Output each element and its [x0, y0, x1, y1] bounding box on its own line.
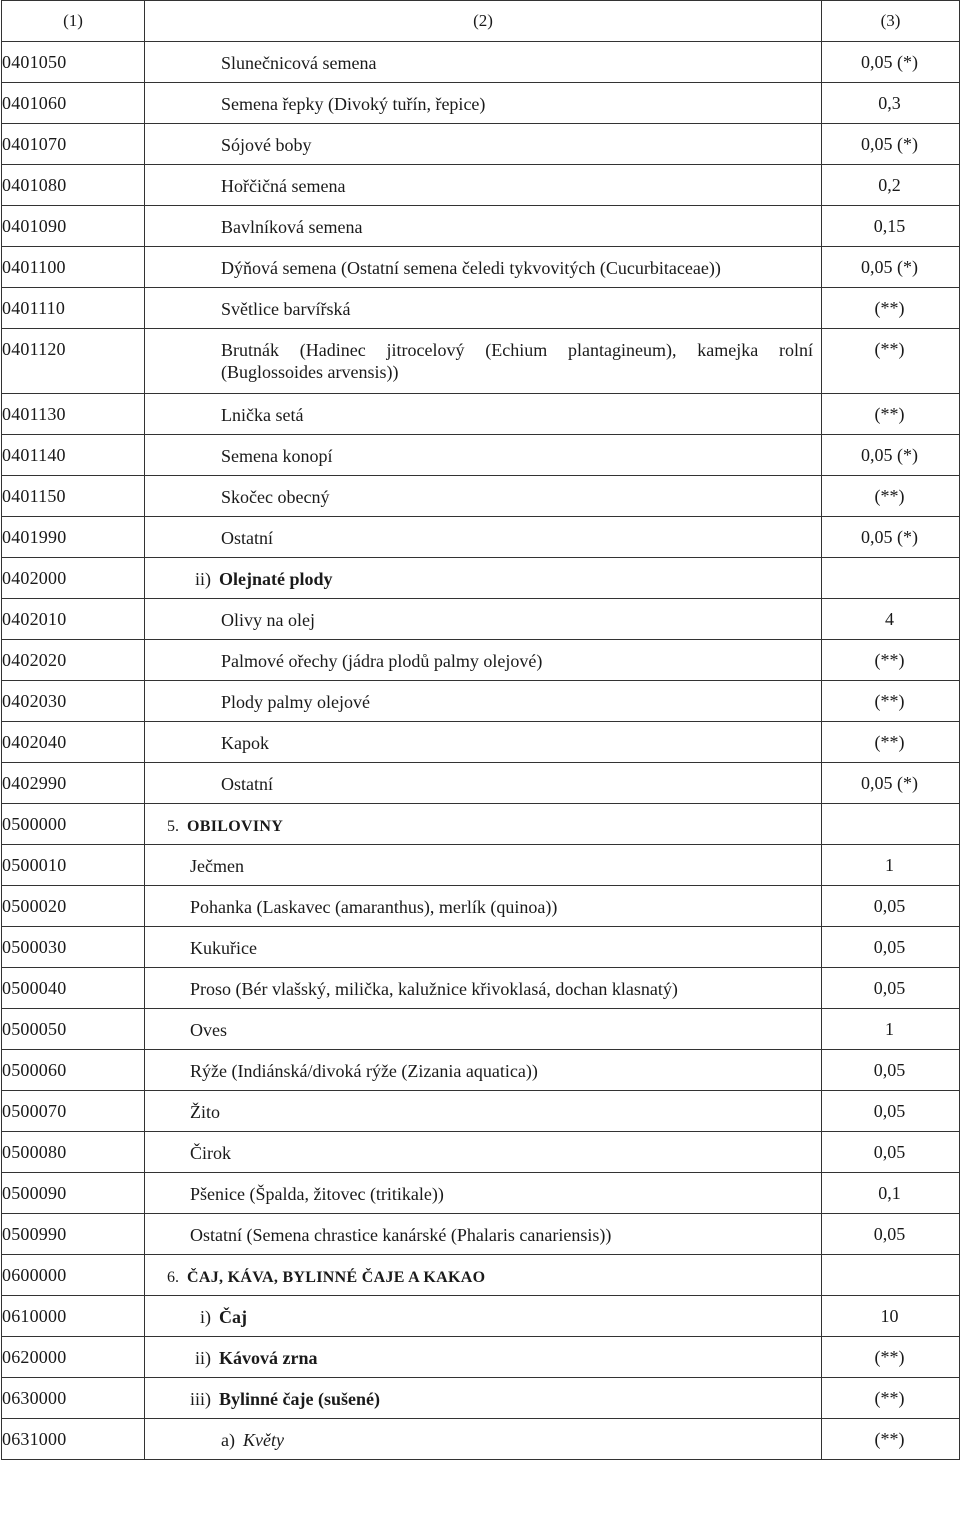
mrl-value: 0,05 — [822, 968, 960, 1009]
product-code: 0401110 — [2, 288, 145, 329]
product-name: Žito — [190, 1102, 220, 1122]
mrl-value: 0,3 — [822, 83, 960, 124]
product-name: Olivy na olej — [221, 610, 315, 630]
group-title: ČAJ, KÁVA, BYLINNÉ ČAJE A KAKAO — [187, 1269, 486, 1286]
subgroup-number: ii) — [195, 1348, 211, 1368]
product-code: 0401060 — [2, 83, 145, 124]
product-code: 0500090 — [2, 1173, 145, 1214]
table-row — [2, 394, 960, 435]
subgroup-title: Olejnaté plody — [219, 569, 333, 589]
product-name: Plody palmy olejové — [221, 692, 370, 712]
mrl-value: (**) — [822, 329, 960, 394]
product-code: 0500080 — [2, 1132, 145, 1173]
product-code: 0401090 — [2, 206, 145, 247]
product-name: Dýňová semena (Ostatní semena čeledi tykvovitých (Cucurbitaceae)) — [221, 258, 721, 278]
mrl-value: (**) — [822, 394, 960, 435]
product-code: 0401080 — [2, 165, 145, 206]
product-name: Rýže (Indiánská/divoká rýže (Zizania aquatica)) — [190, 1061, 538, 1081]
table-row-group — [2, 1255, 960, 1296]
product-code: 0500020 — [2, 886, 145, 927]
product-code: 0500060 — [2, 1050, 145, 1091]
product-name: Pohanka (Laskavec (amaranthus), merlík (quinoa)) — [190, 897, 558, 917]
mrl-value: (**) — [822, 1337, 960, 1378]
mrl-value: (**) — [822, 640, 960, 681]
mrl-value: 0,05 (*) — [822, 517, 960, 558]
table-row-subgroup — [2, 1337, 960, 1378]
subgroup-number: ii) — [195, 569, 211, 589]
product-name: Květy — [243, 1430, 284, 1450]
table-row — [2, 165, 960, 206]
mrl-value: (**) — [822, 681, 960, 722]
mrl-value — [822, 804, 960, 845]
product-code: 0401050 — [2, 42, 145, 83]
table-row — [2, 1214, 960, 1255]
mrl-value: 10 — [822, 1296, 960, 1337]
table-row — [2, 435, 960, 476]
product-name: Ostatní — [221, 528, 273, 548]
product-name: Lnička setá — [221, 405, 304, 425]
product-code: 0402040 — [2, 722, 145, 763]
product-code: 0402030 — [2, 681, 145, 722]
mrl-value: (**) — [822, 1419, 960, 1460]
product-code: 0401990 — [2, 517, 145, 558]
product-name: Semena řepky (Divoký tuřín, řepice) — [221, 94, 486, 114]
table-row — [2, 1050, 960, 1091]
table-row — [2, 206, 960, 247]
mrl-value: 0,05 — [822, 1050, 960, 1091]
table-row-subgroup — [2, 1378, 960, 1419]
product-name: Kapok — [221, 733, 269, 753]
product-name: Ječmen — [190, 856, 244, 876]
mrl-value: 1 — [822, 845, 960, 886]
product-code: 0401140 — [2, 435, 145, 476]
product-name: Slunečnicová semena — [221, 53, 377, 73]
mrl-value: 0,05 — [822, 886, 960, 927]
product-code: 0402000 — [2, 558, 145, 599]
table-row — [2, 845, 960, 886]
product-code: 0500040 — [2, 968, 145, 1009]
mrl-value: 0,1 — [822, 1173, 960, 1214]
product-code: 0401130 — [2, 394, 145, 435]
product-name: Ostatní (Semena chrastice kanárské (Phalaris canariensis)) — [190, 1225, 612, 1245]
mrl-value: 0,05 (*) — [822, 247, 960, 288]
table-row — [2, 42, 960, 83]
table-row-subgroup — [2, 1296, 960, 1337]
table-row — [2, 1132, 960, 1173]
mrl-value: 0,05 — [822, 1214, 960, 1255]
product-code: 0500070 — [2, 1091, 145, 1132]
mrl-value — [822, 1255, 960, 1296]
mrl-value: 0,15 — [822, 206, 960, 247]
product-name: Proso (Bér vlašský, milička, kalužnice křivoklasá, dochan klasnatý) — [190, 979, 678, 999]
column-header-2: (2) — [145, 1, 822, 42]
table-row — [2, 968, 960, 1009]
mrl-value — [822, 558, 960, 599]
table-row — [2, 329, 960, 394]
product-code: 0630000 — [2, 1378, 145, 1419]
product-name: Světlice barvířská — [221, 299, 351, 319]
product-code: 0402010 — [2, 599, 145, 640]
table-row — [2, 681, 960, 722]
mrl-value: 0,05 (*) — [822, 124, 960, 165]
table-row — [2, 722, 960, 763]
mrl-value: 0,05 — [822, 1091, 960, 1132]
table-row-group — [2, 804, 960, 845]
mrl-value: 0,2 — [822, 165, 960, 206]
product-code: 0500030 — [2, 927, 145, 968]
column-header-3: (3) — [822, 1, 960, 42]
table-row — [2, 288, 960, 329]
table-row — [2, 640, 960, 681]
table-header-row — [2, 1, 960, 42]
mrl-value: 0,05 — [822, 927, 960, 968]
table-row — [2, 599, 960, 640]
product-code: 0631000 — [2, 1419, 145, 1460]
subgroup-title: Bylinné čaje (sušené) — [219, 1389, 380, 1409]
product-code: 0401100 — [2, 247, 145, 288]
product-code: 0500010 — [2, 845, 145, 886]
product-name: Sójové boby — [221, 135, 312, 155]
table-row — [2, 124, 960, 165]
product-name: Ostatní — [221, 774, 273, 794]
table-row-subgroup — [2, 558, 960, 599]
table-row — [2, 763, 960, 804]
mrl-value: 0,05 (*) — [822, 435, 960, 476]
product-code: 0620000 — [2, 1337, 145, 1378]
product-code: 0401150 — [2, 476, 145, 517]
product-name: Oves — [190, 1020, 227, 1040]
product-name: Čirok — [190, 1143, 232, 1163]
mrl-value: 1 — [822, 1009, 960, 1050]
table-row — [2, 1091, 960, 1132]
residue-limits-table — [1, 0, 960, 1460]
product-name: Palmové ořechy (jádra plodů palmy olejové) — [221, 651, 543, 671]
mrl-value: 4 — [822, 599, 960, 640]
group-number: 5. — [167, 818, 179, 835]
subgroup-title: Kávová zrna — [219, 1348, 318, 1368]
product-code: 0500050 — [2, 1009, 145, 1050]
product-name: Kukuřice — [190, 938, 257, 958]
mrl-value: (**) — [822, 476, 960, 517]
subgroup-title: Čaj — [219, 1307, 247, 1327]
product-name: Brutnák (Hadinec jitrocelový (Echium plantagineum), kamejka rolní (Buglossoides arvensis)) — [221, 340, 813, 382]
product-code: 0402990 — [2, 763, 145, 804]
product-code: 0401070 — [2, 124, 145, 165]
item-letter: a) — [221, 1430, 235, 1450]
table-row — [2, 886, 960, 927]
mrl-value: (**) — [822, 1378, 960, 1419]
mrl-value: 0,05 — [822, 1132, 960, 1173]
product-name: Pšenice (Špalda, žitovec (tritikale)) — [190, 1184, 444, 1204]
table-row — [2, 83, 960, 124]
product-name: Semena konopí — [221, 446, 333, 466]
product-code: 0600000 — [2, 1255, 145, 1296]
table-row — [2, 1173, 960, 1214]
product-code: 0610000 — [2, 1296, 145, 1337]
group-title: OBILOVINY — [187, 818, 284, 835]
mrl-value: (**) — [822, 288, 960, 329]
product-code: 0500000 — [2, 804, 145, 845]
table-row — [2, 927, 960, 968]
product-code: 0500990 — [2, 1214, 145, 1255]
column-header-1: (1) — [2, 1, 145, 42]
mrl-value: 0,05 (*) — [822, 42, 960, 83]
subgroup-number: iii) — [190, 1389, 211, 1409]
mrl-value: (**) — [822, 722, 960, 763]
product-code: 0401120 — [2, 329, 145, 394]
product-code: 0402020 — [2, 640, 145, 681]
table-row — [2, 247, 960, 288]
table-row — [2, 517, 960, 558]
table-row — [2, 1009, 960, 1050]
product-name: Bavlníková semena — [221, 217, 363, 237]
product-name: Hořčičná semena — [221, 176, 346, 196]
product-name: Skočec obecný — [221, 487, 330, 507]
table-row — [2, 476, 960, 517]
group-number: 6. — [167, 1269, 179, 1286]
table-row — [2, 1419, 960, 1460]
mrl-value: 0,05 (*) — [822, 763, 960, 804]
subgroup-number: i) — [200, 1307, 211, 1327]
